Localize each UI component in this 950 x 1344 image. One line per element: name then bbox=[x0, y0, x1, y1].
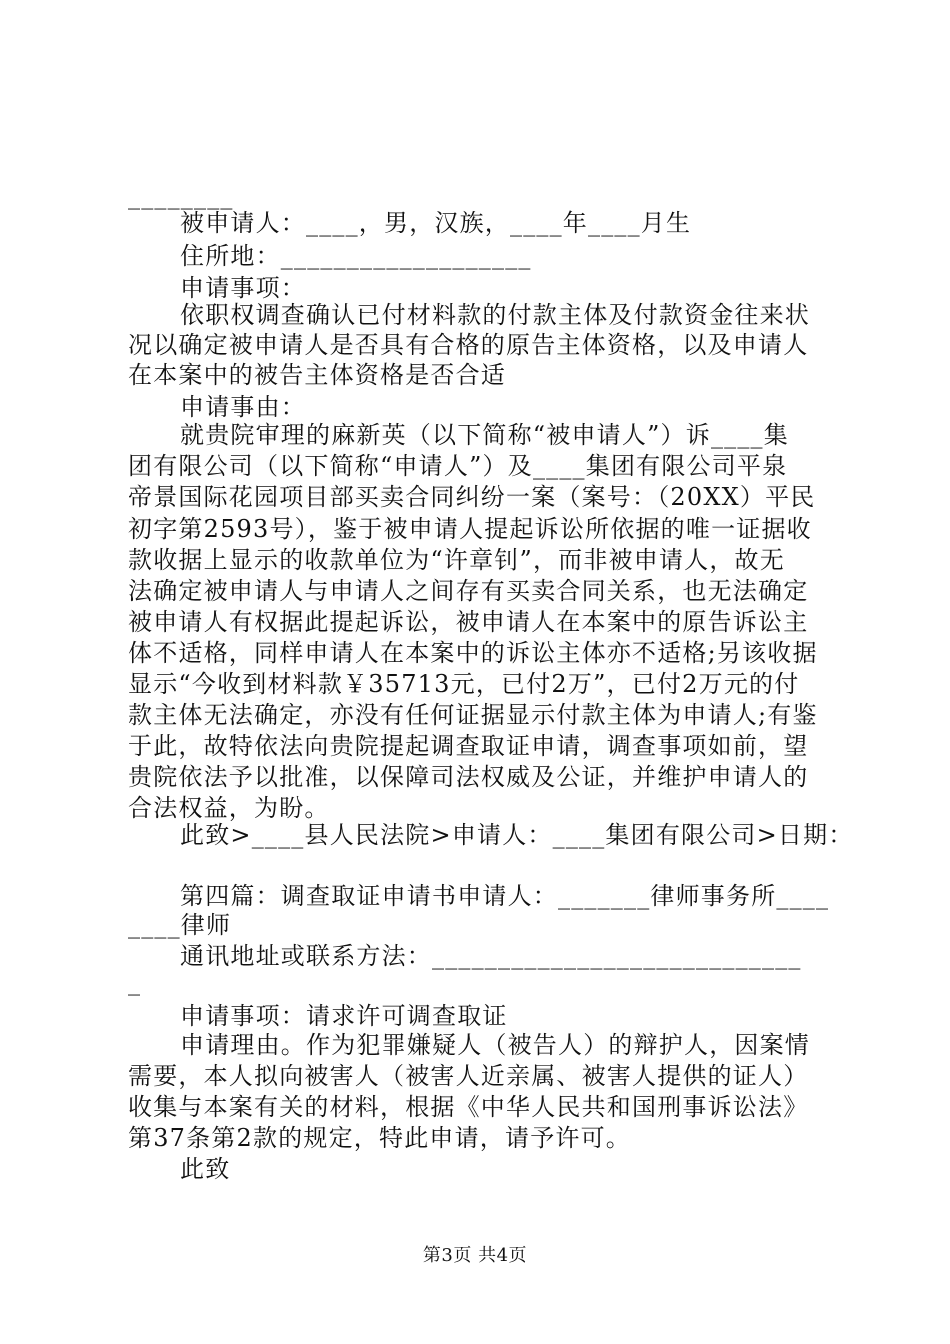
paragraph-line: ____律师 bbox=[128, 911, 232, 939]
paragraph-line: 显示“今收到材料款￥35713元，已付2万”，已付2万元的付 bbox=[128, 670, 800, 698]
contact-line: 通讯地址或联系方法：____________________________ bbox=[180, 942, 802, 970]
address-line: 住所地：___________________ bbox=[180, 242, 532, 270]
closing-line: 此致>____县人民法院>申请人：____集团有限公司>日期： bbox=[180, 821, 854, 849]
paragraph-line: 体不适格，同样申请人在本案中的诉讼主体亦不适格;另该收据 bbox=[128, 639, 818, 667]
paragraph-line: 在本案中的被告主体资格是否合适 bbox=[128, 361, 506, 389]
application-items-line: 申请事项：请求许可调查取证 bbox=[180, 1002, 508, 1030]
top-blank-line: ________ bbox=[128, 182, 234, 210]
page-footer: 第3页 共4页 bbox=[422, 1245, 528, 1266]
paragraph-line: 收集与本案有关的材料，根据《中华人民共和国刑事诉讼法》 bbox=[128, 1093, 809, 1121]
paragraph-line: 需要，本人拟向被害人（被害人近亲属、被害人提供的证人） bbox=[128, 1062, 809, 1090]
paragraph-line: 法确定被申请人与申请人之间存有买卖合同关系，也无法确定 bbox=[128, 577, 809, 605]
paragraph-line: 申请理由。作为犯罪嫌疑人（被告人）的辩护人，因案情 bbox=[180, 1031, 810, 1059]
paragraph-line: 依职权调查确认已付材料款的付款主体及付款资金往来状 bbox=[180, 301, 810, 329]
respondent-line: 被申请人：____，男，汉族，____年____月生 bbox=[180, 209, 692, 237]
paragraph-line: 合法权益，为盼。 bbox=[128, 794, 330, 822]
paragraph-line: 帝景国际花园项目部买卖合同纠纷一案（案号：（20XX）平民 bbox=[128, 483, 816, 511]
paragraph-line: 贵院依法予以批准，以保障司法权威及公证，并维护申请人的 bbox=[128, 763, 809, 791]
paragraph-line: 第37条第2款的规定，特此申请，请予许可。 bbox=[128, 1124, 632, 1152]
paragraph-line: 初字第2593号），鉴于被申请人提起诉讼所依据的唯一证据收 bbox=[128, 515, 812, 543]
application-items-heading: 申请事项： bbox=[180, 274, 306, 302]
paragraph-line: 款收据上显示的收款单位为“许章钊”，而非被申请人，故无 bbox=[128, 546, 785, 574]
paragraph-line: 被申请人有权据此提起诉讼，被申请人在本案中的原告诉讼主 bbox=[128, 608, 809, 636]
contact-line-continuation: _ bbox=[128, 968, 142, 996]
section-four-heading: 第四篇：调查取证申请书申请人：_______律师事务所____ bbox=[180, 882, 830, 910]
application-reason-heading: 申请事由： bbox=[180, 393, 306, 421]
paragraph-line: 于此，故特依法向贵院提起调查取证申请，调查事项如前，望 bbox=[128, 732, 809, 760]
paragraph-line: 团有限公司（以下简称“申请人”）及____集团有限公司平泉 bbox=[128, 452, 788, 480]
paragraph-line: 况以确定被申请人是否具有合格的原告主体资格，以及申请人 bbox=[128, 331, 809, 359]
paragraph-line: 款主体无法确定，亦没有任何证据显示付款主体为申请人;有鉴 bbox=[128, 701, 818, 729]
paragraph-line: 就贵院审理的麻新英（以下简称“被申请人”）诉____集 bbox=[180, 421, 789, 449]
closing-line: 此致 bbox=[180, 1155, 231, 1183]
